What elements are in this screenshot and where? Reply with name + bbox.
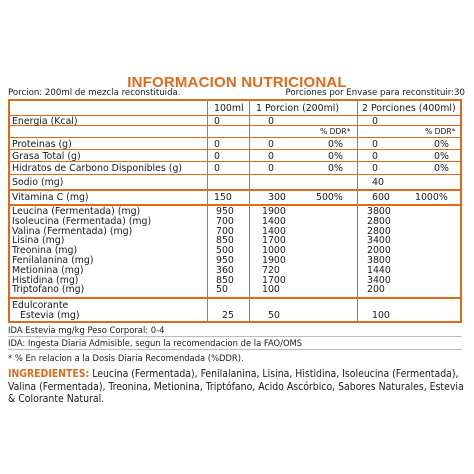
amino-value: 2800 [367,225,391,237]
amino-value: 720 [262,264,280,276]
ddr-footnote: * % En relacion a la Dosis Diaria Recomendada (%DDR). [8,353,244,363]
serving-size: Porcion: 200ml de mezcla reconstituida. [8,88,181,98]
amino-value: 850 [216,274,234,286]
row-label: Hidratos de Carbono Disponibles (g) [12,163,183,174]
amino-label: Triptofano (mg) [12,284,85,296]
amino-value: 2800 [367,215,391,227]
col-header-1-portion: 1 Porcion (200ml) [256,103,340,114]
amino-label: Histidina (mg) [12,274,79,286]
col-header-100ml: 100ml [214,103,244,114]
row-value: 300 [268,192,286,203]
row-value: 0% [434,139,449,150]
row-value: 0 [372,151,378,162]
ida-definition-note: IDA: Ingesta Diaria Admisible, segun la recomendacion de la FAO/OMS [8,338,303,348]
ida-stevia-note: IDA Estevia mg/kg Peso Corporal: 0-4 [8,325,165,335]
row-value: 100 [372,310,390,321]
amino-value: 1400 [262,215,286,227]
row-value: 1000% [415,192,448,203]
row-value: 0 [372,116,378,127]
rule-protein [8,149,462,150]
amino-value: 3800 [367,255,391,266]
amino-label: Treonina (mg) [12,245,78,257]
col-divider-3 [357,101,358,321]
row-value: 50 [268,310,280,321]
row-label: Vitamina C (mg) [12,192,89,203]
amino-label: Metionina (mg) [12,264,84,276]
amino-value: 1900 [262,206,286,217]
amino-value: 100 [262,284,280,296]
amino-value: 3400 [367,235,391,247]
ingredients [8,368,468,406]
row-label: Grasa Total (g) [12,151,81,162]
row-value: 0% [328,151,343,162]
amino-value: 1000 [262,245,286,257]
row-value: 0% [434,151,449,162]
note-divider [8,349,462,350]
amino-label: Valina (Fermentada) (mg) [12,225,133,237]
amino-value: 200 [367,284,385,296]
row-value: 0 [268,151,274,162]
amino-value: 500 [216,245,234,257]
row-value: 0 [372,163,378,174]
amino-label: Lisina (mg) [12,235,65,247]
row-value: 0 [372,139,378,150]
row-value: 0 [268,116,274,127]
row-value: 0% [434,163,449,174]
amino-label: Fenilalanina (mg) [12,255,94,266]
note-divider [8,336,462,337]
ingredients-text: Leucina (Fermentada), Fenilalanina, Lisina, Histidina, Isoleucina (Fermentada), Valina (Fermentada), Treonina, Metionina, Triptófano, Acido Ascórbico, Sabores Naturales, Estevia & Colorante Natural. [8,368,464,405]
rule-ddr [8,137,462,138]
stevia-label: Estevia (mg) [20,310,80,321]
amino-value: 3800 [367,206,391,217]
amino-value: 1700 [262,274,286,286]
ddr-header: % DDR* [320,127,351,136]
col-divider-1 [207,101,208,321]
rule-amino [8,297,462,299]
row-value: 0 [214,116,220,127]
amino-value: 700 [216,225,234,237]
row-value: 40 [372,177,384,188]
rule-carbs [8,174,462,175]
row-value: 0 [214,139,220,150]
row-label: Energia (Kcal) [12,116,78,127]
amino-value: 950 [216,255,234,266]
row-value: 600 [372,192,390,203]
row-value: 500% [316,192,343,203]
row-label: Sodio (mg) [12,177,64,188]
row-label: Proteinas (g) [12,139,72,150]
row-value: 0 [214,151,220,162]
sweetener-label: Edulcorante [12,300,69,311]
row-value: 0% [328,163,343,174]
row-value: 0 [214,163,220,174]
amino-value: 1900 [262,255,286,266]
servings-per-container: Porciones por Envase para reconstituir:30 [285,88,465,98]
ingredients-heading: INGREDIENTES: [8,368,90,380]
col-divider-2 [249,101,250,321]
row-value: 0 [268,139,274,150]
amino-value: 950 [216,206,234,217]
ddr-header: % DDR* [425,127,456,136]
col-header-2-portions: 2 Porciones (400ml) [362,103,456,114]
amino-value: 50 [216,284,228,296]
amino-value: 3400 [367,274,391,286]
page-title: INFORMACION NUTRICIONAL [127,74,347,91]
amino-value: 700 [216,215,234,227]
amino-label: Isoleucina (Fermentada) (mg) [12,215,152,227]
amino-value: 2000 [367,245,391,257]
row-value: 0% [328,139,343,150]
amino-value: 1400 [262,225,286,237]
row-value: 0 [268,163,274,174]
amino-label: Leucina (Fermentada) (mg) [12,206,141,217]
amino-value: 1700 [262,235,286,247]
row-value: 25 [222,310,234,321]
row-value: 150 [214,192,232,203]
rule-sodium [8,189,462,191]
amino-value: 360 [216,264,234,276]
amino-value: 850 [216,235,234,247]
amino-value: 1440 [367,264,391,276]
